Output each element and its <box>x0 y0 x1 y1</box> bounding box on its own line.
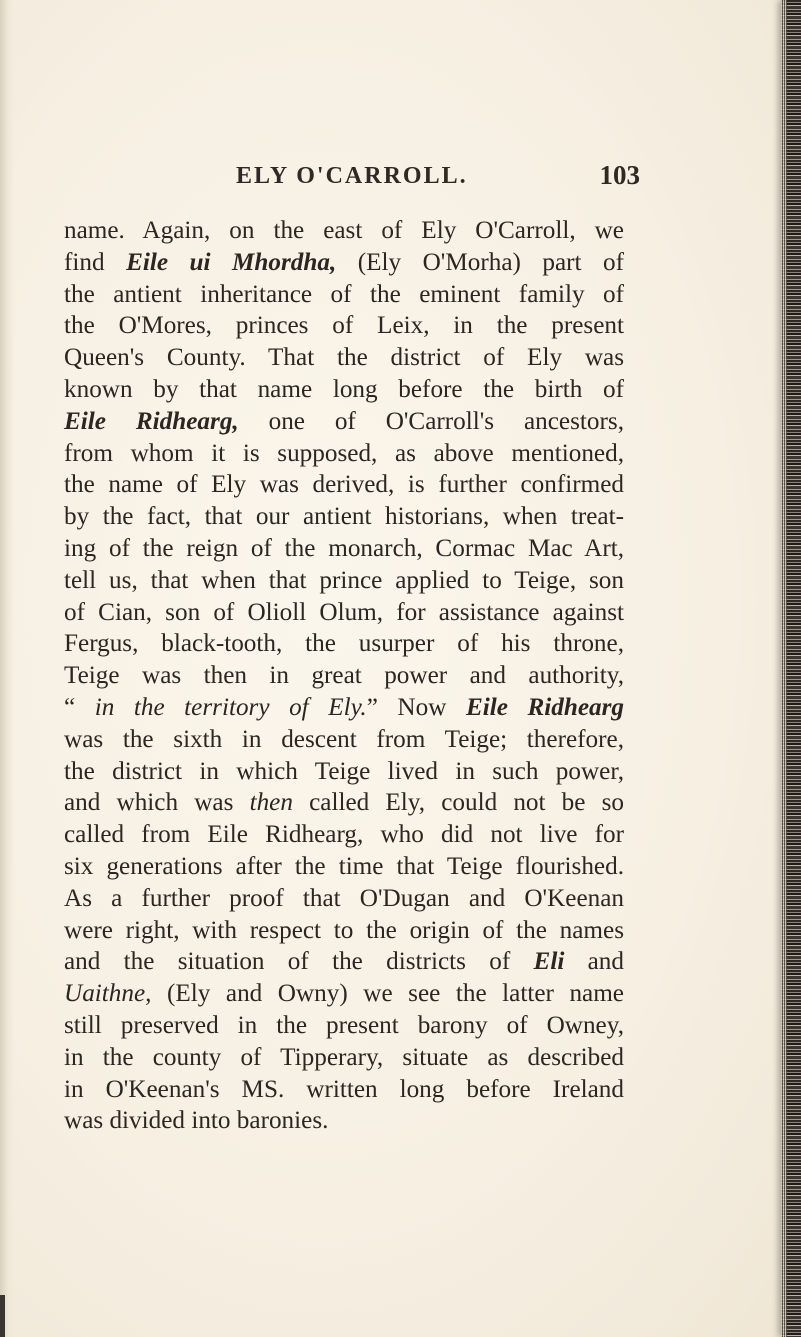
text-run: “ <box>64 693 95 721</box>
running-head: ELY O'CARROLL. <box>236 163 468 189</box>
text-line <box>64 1042 624 1074</box>
text-line <box>64 469 624 501</box>
text-line <box>64 756 624 788</box>
gutter-mark <box>0 1295 5 1337</box>
text-line <box>64 310 624 342</box>
bold-italic-term: Eile Ridhearg, <box>64 407 239 435</box>
text-run: the O'Mores, princes of Leix, in the present <box>64 312 624 340</box>
italic-phrase: Uaithne, <box>64 980 152 1008</box>
book-fore-edge <box>781 0 801 1337</box>
text-line <box>64 374 624 406</box>
text-run: ” Now <box>366 693 466 721</box>
text-run: known by that name long before the birth of <box>64 375 624 403</box>
text-line <box>64 565 624 597</box>
text-line <box>64 915 624 947</box>
text-line <box>64 787 624 819</box>
text-run: Fergus, black-tooth, the usurper of his throne, <box>64 630 624 658</box>
text-run: name. Again, on the east of Ely O'Carroll, we <box>64 217 624 244</box>
text-line <box>64 946 624 978</box>
text-line <box>64 438 624 470</box>
text-run: As a further proof that O'Dugan and O'Keenan <box>64 884 624 912</box>
text-run: in O'Keenan's MS. written long before Ireland <box>64 1075 624 1103</box>
text-line <box>64 1105 624 1137</box>
text-run: the antient inheritance of the eminent family of <box>64 280 624 308</box>
italic-phrase: in the territory of Ely. <box>94 693 367 721</box>
text-run: was divided into baronies. <box>64 1107 329 1135</box>
text-line <box>64 883 624 915</box>
text-line <box>64 533 624 565</box>
text-line <box>64 819 624 851</box>
text-run: Queen's County. That the district of Ely was <box>64 344 624 372</box>
text-run: and <box>564 948 624 976</box>
text-run: (Ely and Owny) we see the latter name <box>151 980 624 1008</box>
text-run: and the situation of the districts of <box>64 948 534 976</box>
text-run: by the fact, that our antient historians, when treat- <box>64 503 624 531</box>
text-line <box>64 724 624 756</box>
page-gutter <box>0 0 14 1337</box>
bold-italic-term: Eile Ridhearg <box>465 693 625 721</box>
text-line <box>64 597 624 629</box>
page-header <box>200 160 640 199</box>
text-line <box>64 692 624 724</box>
italic-phrase: then <box>249 789 293 817</box>
text-run: (Ely O'Morha) part of <box>336 248 624 276</box>
text-line <box>64 279 624 311</box>
text-line <box>64 215 624 247</box>
text-run: tell us, that when that prince applied to Teige, son <box>64 566 624 594</box>
text-run: and which was <box>64 789 250 817</box>
text-line <box>64 247 624 279</box>
text-line <box>64 628 624 660</box>
text-run: was the sixth in descent from Teige; therefore, <box>64 725 624 753</box>
text-line <box>64 406 624 438</box>
text-line <box>64 342 624 374</box>
text-line <box>64 1074 624 1106</box>
bold-italic-term: Eli <box>533 948 565 976</box>
text-run: one of O'Carroll's ancestors, <box>238 407 624 435</box>
text-line <box>64 501 624 533</box>
text-run: still preserved in the present barony of Owney, <box>64 1011 624 1039</box>
text-line <box>64 851 624 883</box>
text-run: the district in which Teige lived in such power, <box>64 757 624 785</box>
text-run: ing of the reign of the monarch, Cormac Mac Art, <box>64 534 624 562</box>
text-run: the name of Ely was derived, is further confirmed <box>64 471 624 499</box>
bold-italic-term: Eile ui Mhordha, <box>126 248 337 276</box>
body-text <box>64 215 624 1137</box>
text-run: find <box>64 248 127 276</box>
text-run: of Cian, son of Olioll Olum, for assistance against <box>64 598 624 626</box>
text-line <box>64 1010 624 1042</box>
text-line <box>64 660 624 692</box>
text-line <box>64 978 624 1010</box>
page-number: 103 <box>599 160 640 190</box>
text-run: six generations after the time that Teige flourished. <box>64 852 624 880</box>
text-run: called from Eile Ridhearg, who did not live for <box>64 821 624 849</box>
text-run: from whom it is supposed, as above mentioned, <box>64 439 624 467</box>
text-run: called Ely, could not be so <box>292 789 625 817</box>
text-run: were right, with respect to the origin of the names <box>64 916 624 944</box>
text-run: in the county of Tipperary, situate as described <box>64 1043 624 1071</box>
text-run: Teige was then in great power and authority, <box>64 662 624 690</box>
